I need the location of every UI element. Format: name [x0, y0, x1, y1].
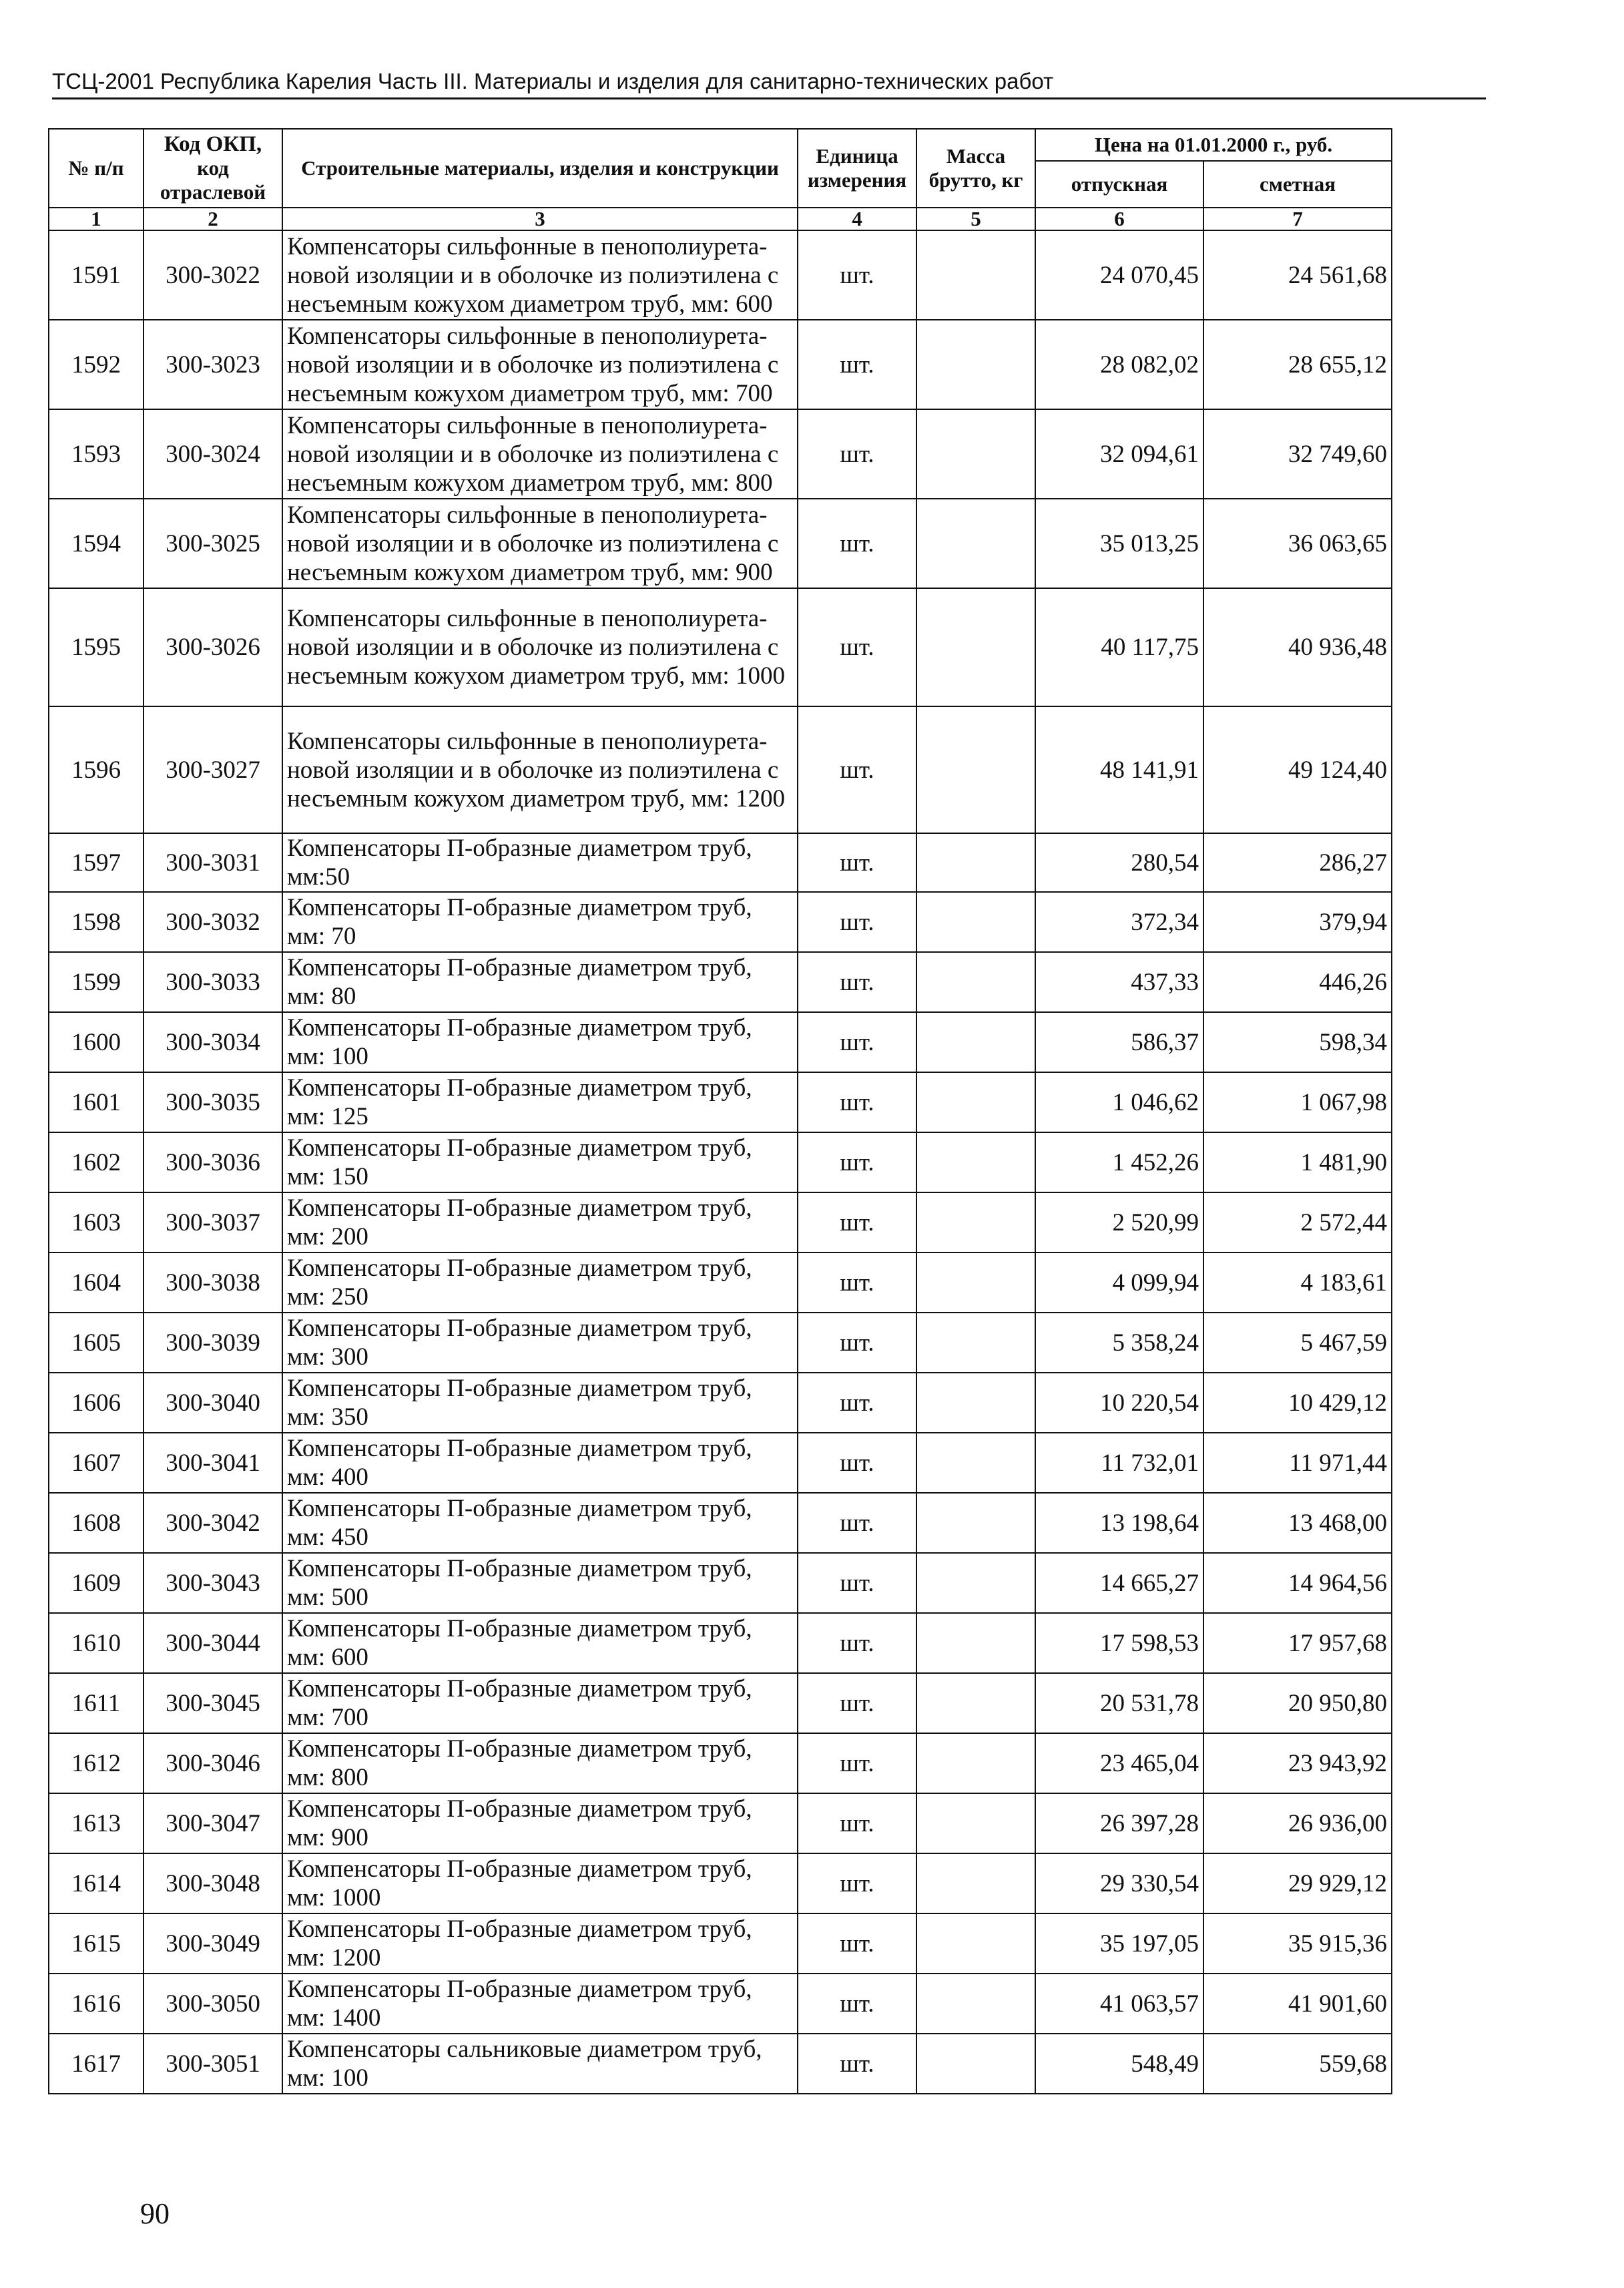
row-price-release: 35 013,25 [1035, 499, 1203, 588]
row-okp-code: 300-3043 [144, 1553, 282, 1613]
row-price-estimate: 28 655,12 [1203, 320, 1392, 409]
row-unit: шт. [798, 499, 916, 588]
row-mass [916, 1252, 1035, 1313]
row-okp-code: 300-3038 [144, 1252, 282, 1313]
row-unit: шт. [798, 1373, 916, 1433]
row-description: Компенсаторы П-образные диаметром труб, мм: 400 [282, 1433, 798, 1493]
column-number: 4 [798, 208, 916, 230]
header-price-group: Цена на 01.01.2000 г., руб. [1035, 129, 1392, 161]
row-price-release: 11 732,01 [1035, 1433, 1203, 1493]
row-price-estimate: 13 468,00 [1203, 1493, 1392, 1553]
row-okp-code: 300-3033 [144, 952, 282, 1012]
header-unit: Единица измерения [798, 129, 916, 208]
row-price-release: 29 330,54 [1035, 1853, 1203, 1913]
row-okp-code: 300-3031 [144, 833, 282, 892]
row-number: 1602 [49, 1132, 144, 1192]
row-mass [916, 1192, 1035, 1252]
table-row [49, 1373, 1392, 1433]
header-okp-code [144, 129, 282, 208]
column-number: 3 [282, 208, 798, 230]
row-price-estimate: 35 915,36 [1203, 1913, 1392, 1974]
row-mass [916, 1553, 1035, 1613]
table-row [49, 833, 1392, 892]
row-number: 1607 [49, 1433, 144, 1493]
row-unit: шт. [798, 588, 916, 706]
table-row [49, 892, 1392, 952]
row-description: Компенсаторы П-образные диаметром труб, мм: 100 [282, 1012, 798, 1072]
row-price-release: 548,49 [1035, 2034, 1203, 2094]
page-header: ТСЦ-2001 Республика Карелия Часть III. Материалы и изделия для санитарно-технических работ [52, 67, 1486, 99]
row-description: Компенсаторы П-образные диаметром труб, мм: 600 [282, 1613, 798, 1673]
header-okp-line1: Код ОКП, [164, 132, 262, 156]
row-number: 1592 [49, 320, 144, 409]
row-unit: шт. [798, 2034, 916, 2094]
row-price-estimate: 26 936,00 [1203, 1793, 1392, 1853]
row-unit: шт. [798, 1132, 916, 1192]
row-okp-code: 300-3047 [144, 1793, 282, 1853]
table-row [49, 2034, 1392, 2094]
row-price-estimate: 4 183,61 [1203, 1252, 1392, 1313]
row-unit: шт. [798, 230, 916, 320]
row-price-estimate: 10 429,12 [1203, 1373, 1392, 1433]
row-description: Компенсаторы П-образные диаметром труб, мм: 1200 [282, 1913, 798, 1974]
row-price-release: 280,54 [1035, 833, 1203, 892]
row-number: 1595 [49, 588, 144, 706]
row-description: Компенсаторы сильфонные в пенополиурета-новой изоляции и в оболочке из полиэтилена с несъемным кожухом диаметром труб, мм: 1200 [282, 706, 798, 833]
row-price-release: 10 220,54 [1035, 1373, 1203, 1433]
row-price-release: 35 197,05 [1035, 1913, 1203, 1974]
row-mass [916, 1493, 1035, 1553]
row-description: Компенсаторы П-образные диаметром труб, мм: 1400 [282, 1974, 798, 2034]
row-mass [916, 952, 1035, 1012]
row-price-estimate: 598,34 [1203, 1012, 1392, 1072]
row-description: Компенсаторы сильфонные в пенополиурета-новой изоляции и в оболочке из полиэтилена с несъемным кожухом диаметром труб, мм: 1000 [282, 588, 798, 706]
row-okp-code: 300-3024 [144, 409, 282, 499]
row-okp-code: 300-3025 [144, 499, 282, 588]
row-okp-code: 300-3050 [144, 1974, 282, 2034]
row-price-estimate: 24 561,68 [1203, 230, 1392, 320]
table-row [49, 1433, 1392, 1493]
row-description: Компенсаторы П-образные диаметром труб, мм: 125 [282, 1072, 798, 1132]
row-number: 1604 [49, 1252, 144, 1313]
row-price-release: 437,33 [1035, 952, 1203, 1012]
row-mass [916, 1313, 1035, 1373]
row-unit: шт. [798, 1072, 916, 1132]
row-description: Компенсаторы сальниковые диаметром труб, мм: 100 [282, 2034, 798, 2094]
row-unit: шт. [798, 833, 916, 892]
row-unit: шт. [798, 1252, 916, 1313]
row-okp-code: 300-3046 [144, 1733, 282, 1793]
row-number: 1596 [49, 706, 144, 833]
row-unit: шт. [798, 1012, 916, 1072]
column-number: 1 [49, 208, 144, 230]
row-number: 1609 [49, 1553, 144, 1613]
table-row [49, 1853, 1392, 1913]
row-price-release: 372,34 [1035, 892, 1203, 952]
row-description: Компенсаторы П-образные диаметром труб, мм: 900 [282, 1793, 798, 1853]
table-row [49, 1913, 1392, 1974]
table-row [49, 1072, 1392, 1132]
row-price-estimate: 49 124,40 [1203, 706, 1392, 833]
materials-price-table [48, 128, 1392, 2094]
row-number: 1594 [49, 499, 144, 588]
row-number: 1591 [49, 230, 144, 320]
table-row [49, 1132, 1392, 1192]
row-description: Компенсаторы П-образные диаметром труб, мм: 450 [282, 1493, 798, 1553]
row-price-release: 4 099,94 [1035, 1252, 1203, 1313]
row-price-release: 23 465,04 [1035, 1733, 1203, 1793]
row-number: 1597 [49, 833, 144, 892]
row-price-estimate: 23 943,92 [1203, 1733, 1392, 1793]
row-number: 1601 [49, 1072, 144, 1132]
row-mass [916, 1853, 1035, 1913]
row-price-release: 28 082,02 [1035, 320, 1203, 409]
table-row [49, 409, 1392, 499]
row-mass [916, 1913, 1035, 1974]
row-unit: шт. [798, 1553, 916, 1613]
row-okp-code: 300-3032 [144, 892, 282, 952]
row-price-estimate: 2 572,44 [1203, 1192, 1392, 1252]
row-mass [916, 1373, 1035, 1433]
column-number: 6 [1035, 208, 1203, 230]
row-number: 1617 [49, 2034, 144, 2094]
row-price-estimate: 36 063,65 [1203, 499, 1392, 588]
row-okp-code: 300-3022 [144, 230, 282, 320]
row-unit: шт. [798, 1493, 916, 1553]
row-unit: шт. [798, 1313, 916, 1373]
row-mass [916, 833, 1035, 892]
header-materials: Строительные материалы, изделия и конструкции [282, 129, 798, 208]
row-price-release: 586,37 [1035, 1012, 1203, 1072]
row-price-estimate: 5 467,59 [1203, 1313, 1392, 1373]
header-mass: Масса брутто, кг [916, 129, 1035, 208]
row-price-release: 1 452,26 [1035, 1132, 1203, 1192]
row-description: Компенсаторы П-образные диаметром труб, мм: 200 [282, 1192, 798, 1252]
row-number: 1611 [49, 1673, 144, 1733]
row-price-estimate: 11 971,44 [1203, 1433, 1392, 1493]
row-okp-code: 300-3051 [144, 2034, 282, 2094]
row-price-estimate: 32 749,60 [1203, 409, 1392, 499]
row-mass [916, 499, 1035, 588]
row-number: 1605 [49, 1313, 144, 1373]
row-price-estimate: 446,26 [1203, 952, 1392, 1012]
row-mass [916, 1673, 1035, 1733]
row-number: 1613 [49, 1793, 144, 1853]
row-unit: шт. [798, 1974, 916, 2034]
row-price-release: 20 531,78 [1035, 1673, 1203, 1733]
row-price-estimate: 559,68 [1203, 2034, 1392, 2094]
header-num: № п/п [49, 129, 144, 208]
row-mass [916, 1733, 1035, 1793]
row-price-release: 41 063,57 [1035, 1974, 1203, 2034]
table-row [49, 1793, 1392, 1853]
row-unit: шт. [798, 1673, 916, 1733]
header-price-release: отпускная [1035, 161, 1203, 208]
table-row [49, 1192, 1392, 1252]
row-number: 1599 [49, 952, 144, 1012]
row-number: 1606 [49, 1373, 144, 1433]
row-mass [916, 706, 1035, 833]
row-price-release: 17 598,53 [1035, 1613, 1203, 1673]
row-unit: шт. [798, 320, 916, 409]
row-price-estimate: 29 929,12 [1203, 1853, 1392, 1913]
row-mass [916, 1974, 1035, 2034]
row-mass [916, 1793, 1035, 1853]
row-unit: шт. [798, 892, 916, 952]
row-mass [916, 1613, 1035, 1673]
row-unit: шт. [798, 1733, 916, 1793]
row-unit: шт. [798, 1192, 916, 1252]
row-description: Компенсаторы сильфонные в пенополиурета-новой изоляции и в оболочке из полиэтилена с несъемным кожухом диаметром труб, мм: 900 [282, 499, 798, 588]
row-number: 1608 [49, 1493, 144, 1553]
row-okp-code: 300-3026 [144, 588, 282, 706]
row-unit: шт. [798, 1853, 916, 1913]
row-okp-code: 300-3023 [144, 320, 282, 409]
table-row [49, 1012, 1392, 1072]
row-okp-code: 300-3041 [144, 1433, 282, 1493]
row-description: Компенсаторы П-образные диаметром труб, мм: 500 [282, 1553, 798, 1613]
table-row [49, 588, 1392, 706]
row-mass [916, 1132, 1035, 1192]
header-price-estimate: сметная [1203, 161, 1392, 208]
column-number: 5 [916, 208, 1035, 230]
row-description: Компенсаторы П-образные диаметром труб, мм: 300 [282, 1313, 798, 1373]
row-description: Компенсаторы сильфонные в пенополиурета-новой изоляции и в оболочке из полиэтилена с несъемным кожухом диаметром труб, мм: 700 [282, 320, 798, 409]
row-okp-code: 300-3049 [144, 1913, 282, 1974]
header-okp-line2: код [197, 156, 229, 180]
table-row [49, 1313, 1392, 1373]
row-price-estimate: 17 957,68 [1203, 1613, 1392, 1673]
row-price-estimate: 40 936,48 [1203, 588, 1392, 706]
row-okp-code: 300-3040 [144, 1373, 282, 1433]
row-unit: шт. [798, 409, 916, 499]
table-row [49, 706, 1392, 833]
row-unit: шт. [798, 1433, 916, 1493]
row-price-release: 1 046,62 [1035, 1072, 1203, 1132]
row-description: Компенсаторы П-образные диаметром труб, мм: 250 [282, 1252, 798, 1313]
row-price-estimate: 1 067,98 [1203, 1072, 1392, 1132]
row-mass [916, 1433, 1035, 1493]
row-price-release: 48 141,91 [1035, 706, 1203, 833]
row-price-release: 40 117,75 [1035, 588, 1203, 706]
table-row [49, 1613, 1392, 1673]
row-price-release: 26 397,28 [1035, 1793, 1203, 1853]
row-mass [916, 320, 1035, 409]
table-row [49, 1974, 1392, 2034]
row-price-estimate: 14 964,56 [1203, 1553, 1392, 1613]
table-row [49, 230, 1392, 320]
column-number: 2 [144, 208, 282, 230]
table-row [49, 499, 1392, 588]
table-row [49, 1493, 1392, 1553]
row-okp-code: 300-3036 [144, 1132, 282, 1192]
row-description: Компенсаторы П-образные диаметром труб, мм: 350 [282, 1373, 798, 1433]
row-mass [916, 892, 1035, 952]
table-row [49, 1673, 1392, 1733]
row-description: Компенсаторы П-образные диаметром труб, мм: 150 [282, 1132, 798, 1192]
row-price-release: 2 520,99 [1035, 1192, 1203, 1252]
row-description: Компенсаторы сильфонные в пенополиурета-новой изоляции и в оболочке из полиэтилена с несъемным кожухом диаметром труб, мм: 800 [282, 409, 798, 499]
row-okp-code: 300-3042 [144, 1493, 282, 1553]
row-number: 1614 [49, 1853, 144, 1913]
row-okp-code: 300-3027 [144, 706, 282, 833]
column-number: 7 [1203, 208, 1392, 230]
row-mass [916, 409, 1035, 499]
row-description: Компенсаторы П-образные диаметром труб, мм: 80 [282, 952, 798, 1012]
row-description: Компенсаторы сильфонные в пенополиурета-новой изоляции и в оболочке из полиэтилена с несъемным кожухом диаметром труб, мм: 600 [282, 230, 798, 320]
table-row [49, 320, 1392, 409]
column-number-row [49, 208, 1392, 230]
row-price-estimate: 286,27 [1203, 833, 1392, 892]
row-mass [916, 1072, 1035, 1132]
row-description: Компенсаторы П-образные диаметром труб, мм:50 [282, 833, 798, 892]
row-unit: шт. [798, 1913, 916, 1974]
row-mass [916, 2034, 1035, 2094]
table-row [49, 1252, 1392, 1313]
row-price-estimate: 379,94 [1203, 892, 1392, 952]
row-number: 1593 [49, 409, 144, 499]
row-number: 1598 [49, 892, 144, 952]
row-okp-code: 300-3035 [144, 1072, 282, 1132]
row-description: Компенсаторы П-образные диаметром труб, мм: 700 [282, 1673, 798, 1733]
row-number: 1615 [49, 1913, 144, 1974]
row-okp-code: 300-3045 [144, 1673, 282, 1733]
row-description: Компенсаторы П-образные диаметром труб, мм: 800 [282, 1733, 798, 1793]
row-okp-code: 300-3034 [144, 1012, 282, 1072]
row-price-estimate: 20 950,80 [1203, 1673, 1392, 1733]
header-okp-line3: отраслевой [160, 180, 266, 204]
row-okp-code: 300-3037 [144, 1192, 282, 1252]
row-price-release: 14 665,27 [1035, 1553, 1203, 1613]
page-number: 90 [140, 2197, 170, 2230]
row-number: 1600 [49, 1012, 144, 1072]
table-row [49, 952, 1392, 1012]
row-price-release: 13 198,64 [1035, 1493, 1203, 1553]
row-number: 1616 [49, 1974, 144, 2034]
row-description: Компенсаторы П-образные диаметром труб, мм: 1000 [282, 1853, 798, 1913]
row-unit: шт. [798, 952, 916, 1012]
row-price-release: 32 094,61 [1035, 409, 1203, 499]
row-mass [916, 1012, 1035, 1072]
table-row [49, 1733, 1392, 1793]
row-okp-code: 300-3044 [144, 1613, 282, 1673]
row-mass [916, 588, 1035, 706]
table-row [49, 1553, 1392, 1613]
row-unit: шт. [798, 1613, 916, 1673]
row-price-release: 5 358,24 [1035, 1313, 1203, 1373]
row-price-estimate: 1 481,90 [1203, 1132, 1392, 1192]
row-price-estimate: 41 901,60 [1203, 1974, 1392, 2034]
row-description: Компенсаторы П-образные диаметром труб, мм: 70 [282, 892, 798, 952]
row-mass [916, 230, 1035, 320]
row-number: 1612 [49, 1733, 144, 1793]
row-number: 1603 [49, 1192, 144, 1252]
row-number: 1610 [49, 1613, 144, 1673]
row-okp-code: 300-3048 [144, 1853, 282, 1913]
row-unit: шт. [798, 706, 916, 833]
row-okp-code: 300-3039 [144, 1313, 282, 1373]
row-price-release: 24 070,45 [1035, 230, 1203, 320]
row-unit: шт. [798, 1793, 916, 1853]
